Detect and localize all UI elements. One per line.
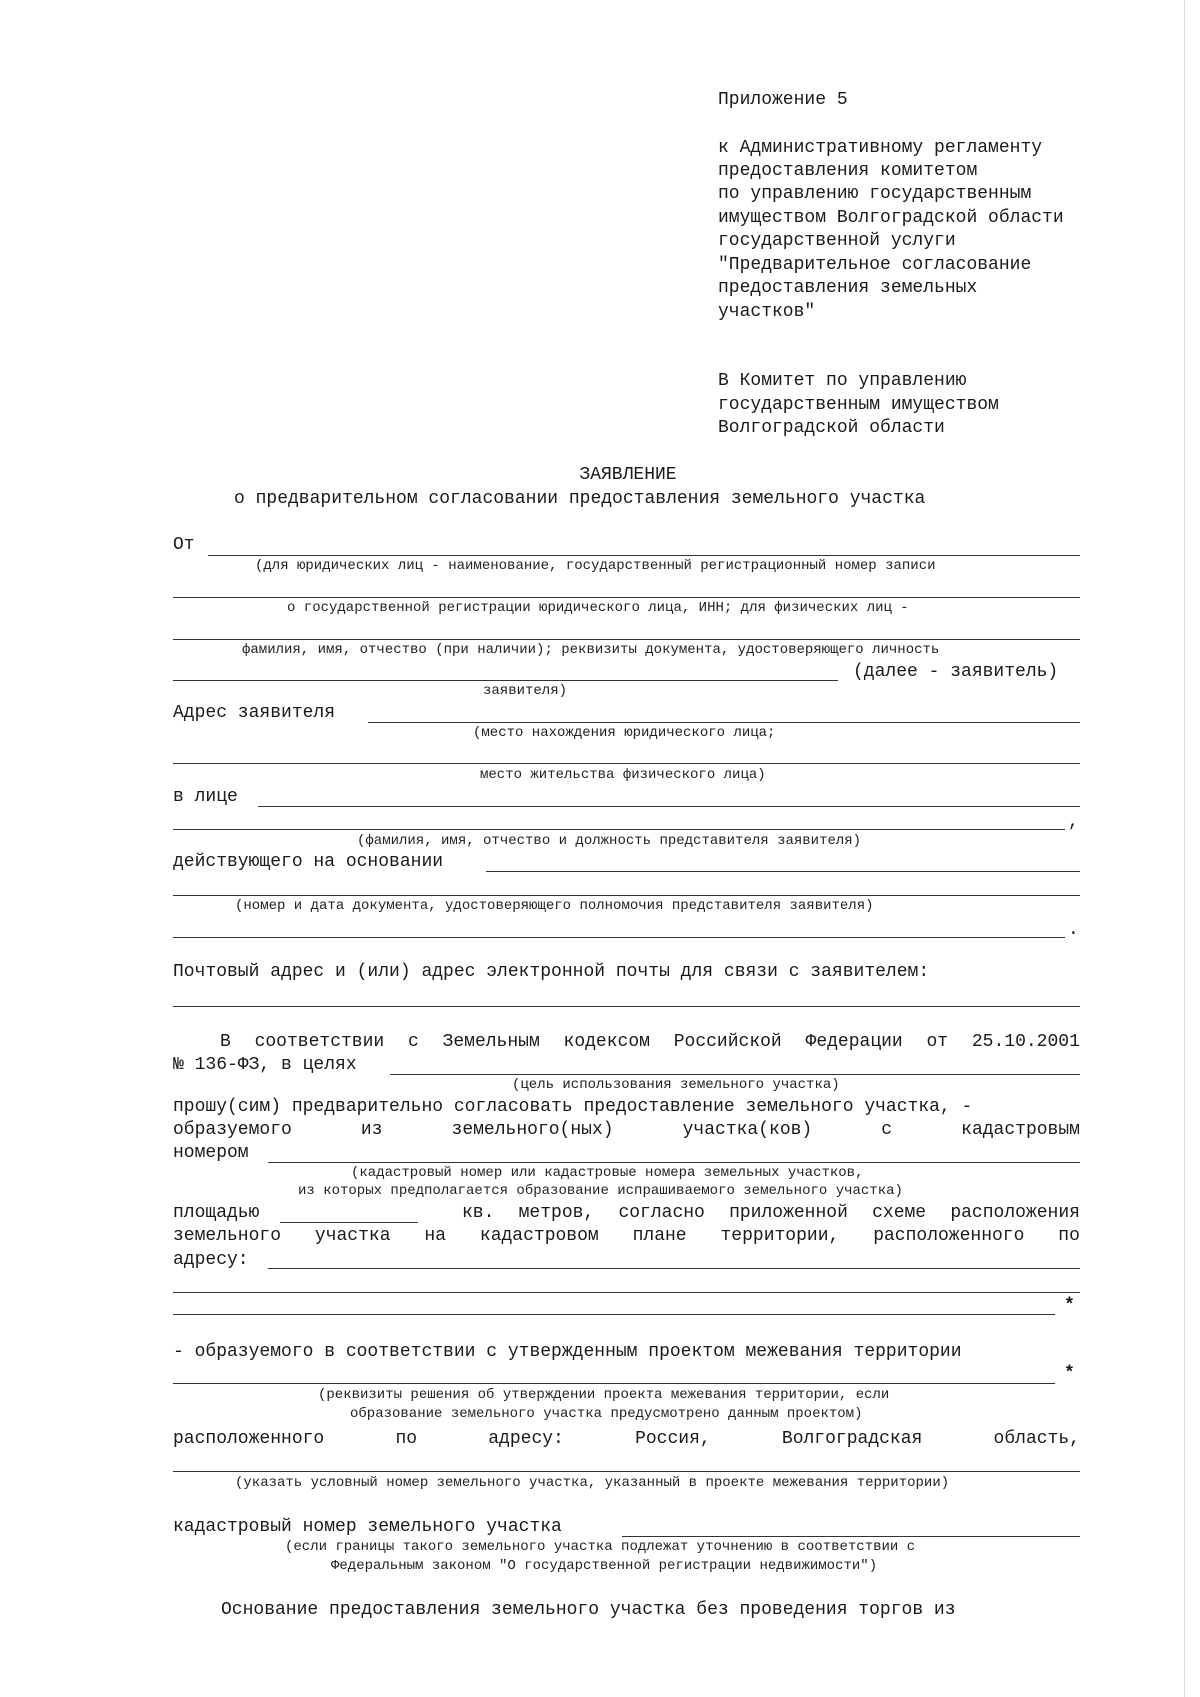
address-field-line[interactable] (173, 763, 1080, 764)
word: участка (314, 1226, 391, 1246)
from-field-line[interactable] (173, 597, 1080, 598)
word: участка(ков) (682, 1120, 813, 1140)
appendix-ref-line: участков" (718, 302, 816, 322)
appendix-ref-line: "Предварительное согласование (718, 255, 1032, 275)
word: земельного(ных) (451, 1120, 614, 1140)
basis-hint: (номер и дата документа, удостоверяющего полномочия представителя заявителя) (235, 898, 874, 914)
conditional-number-field-line[interactable] (173, 1471, 1080, 1472)
address-label: Адрес заявителя (173, 703, 336, 723)
survey-project-hint: образование земельного участка предусмотрено данным проектом) (350, 1406, 863, 1422)
asterisk: * (1064, 1364, 1075, 1384)
word: кв. (462, 1203, 495, 1223)
address-hint: место жительства физического лица) (480, 767, 766, 783)
addressee-line: Волгоградской области (718, 418, 945, 438)
word: расположения (950, 1203, 1080, 1223)
word: схеме (872, 1203, 927, 1223)
from-field-line[interactable] (173, 680, 838, 681)
appendix-ref-line: государственной услуги (718, 231, 956, 251)
word: приложенной (729, 1203, 848, 1223)
person-hint: (фамилия, имя, отчество и должность представителя заявителя) (357, 833, 862, 849)
word: от (926, 1032, 949, 1052)
area-field-line[interactable] (280, 1222, 418, 1223)
cadastral-number-hint: (если границы такого земельного участка подлежат уточнению в соответствии с (285, 1539, 916, 1555)
basis-field-line[interactable] (173, 895, 1080, 896)
appendix-ref-line: по управлению государственным (718, 184, 1032, 204)
word: земельного (173, 1226, 282, 1246)
conditional-number-hint: (указать условный номер земельного участка, указанный в проекте межевания территории) (235, 1475, 950, 1491)
cadastral-label: номером (173, 1143, 249, 1163)
word: расположенного (873, 1226, 1025, 1246)
page-edge (1184, 0, 1185, 1697)
word: Россия, (635, 1429, 711, 1449)
contact-field-line[interactable] (173, 1006, 1080, 1007)
paragraph-line (220, 1030, 1080, 1054)
word: 25.10.2001 (971, 1032, 1080, 1052)
word: на (424, 1226, 447, 1246)
addressee-line: В Комитет по управлению (718, 371, 967, 391)
appendix-ref-line: предоставления комитетом (718, 161, 978, 181)
applicant-hint: фамилия, имя, отчество (при наличии); реквизиты документа, удостоверяющего личность (242, 642, 940, 658)
appendix-ref-line: имуществом Волгоградской области (718, 208, 1064, 228)
paragraph-line (173, 1118, 1080, 1142)
appendix-ref-line: предоставления земельных (718, 278, 978, 298)
period: . (1068, 920, 1079, 940)
word: метров, (518, 1203, 595, 1223)
from-label: От (173, 535, 195, 555)
basis-field-line[interactable] (486, 871, 1080, 872)
person-field-line[interactable] (258, 806, 1080, 807)
word: расположенного (173, 1429, 325, 1449)
addressee-line: государственным имуществом (718, 395, 999, 415)
survey-project-hint: (реквизиты решения об утверждении проекта межевания территории, если (318, 1387, 890, 1403)
site-address-field-line[interactable] (173, 1292, 1080, 1293)
purpose-field-line[interactable] (390, 1074, 1080, 1075)
site-address-field-line[interactable] (173, 1314, 1055, 1315)
cadastral-field-line[interactable] (268, 1162, 1080, 1163)
paragraph-line: Основание предоставления земельного участка без проведения торгов из (221, 1600, 956, 1620)
purpose-hint: (цель использования земельного участка) (512, 1077, 840, 1093)
word: В (220, 1032, 231, 1052)
cadastral-number-field-line[interactable] (622, 1536, 1080, 1537)
word: адресу: (488, 1429, 564, 1449)
applicant-hint: (для юридических лиц - наименование, государственный регистрационный номер записи (255, 558, 936, 574)
appendix-ref-line: к Административному регламенту (718, 138, 1043, 158)
document-title: ЗАЯВЛЕНИЕ (579, 465, 677, 485)
word: соответствии (254, 1032, 385, 1052)
comma: , (1068, 812, 1079, 832)
word: согласно (618, 1203, 705, 1223)
from-field-line[interactable] (173, 639, 1080, 640)
cadastral-hint: (кадастровый номер или кадастровые номера земельных участков, (351, 1165, 864, 1181)
hereinafter-label: (далее - заявитель) (853, 662, 1059, 682)
site-address-field-line[interactable] (268, 1268, 1080, 1269)
document-subtitle: о предварительном согласовании предоставления земельного участка (234, 489, 926, 509)
word: по (1058, 1226, 1080, 1246)
paragraph-line: прошу(сим) предварительно согласовать предоставление земельного участка, - (173, 1097, 973, 1117)
paragraph-line (173, 1427, 1080, 1451)
person-field-line[interactable] (173, 829, 1065, 830)
survey-project-field-line[interactable] (173, 1383, 1055, 1384)
word: Федерации (805, 1032, 903, 1052)
from-field-line[interactable] (208, 555, 1080, 556)
person-label: в лице (173, 787, 238, 807)
word: область, (993, 1429, 1080, 1449)
purpose-label: № 136-ФЗ, в целях (173, 1055, 357, 1075)
applicant-hint: о государственной регистрации юридического лица, ИНН; для физических лиц - (287, 600, 909, 616)
paragraph-line (462, 1201, 1080, 1225)
paragraph-line (173, 1224, 1080, 1248)
word: Волгоградская (781, 1429, 923, 1449)
paragraph-line: - образуемого в соответствии с утвержденным проектом межевания территории (173, 1342, 962, 1362)
word: по (395, 1429, 418, 1449)
asterisk: * (1064, 1296, 1075, 1316)
word: с (881, 1120, 893, 1140)
word: из (360, 1120, 383, 1140)
address-label-2: адресу: (173, 1250, 249, 1270)
cadastral-number-hint: Федеральным законом "О государственной регистрации недвижимости") (331, 1558, 878, 1574)
word: Российской (673, 1032, 782, 1052)
basis-field-line[interactable] (173, 937, 1065, 938)
cadastral-hint: из которых предполагается образование испрашиваемого земельного участка) (298, 1183, 903, 1199)
word: Земельным (442, 1032, 540, 1052)
word: кадастровым (961, 1120, 1080, 1140)
appendix-title: Приложение 5 (718, 90, 848, 110)
area-label: площадью (173, 1203, 260, 1223)
word: кодексом (563, 1032, 650, 1052)
applicant-hint: заявителя) (483, 683, 568, 699)
cadastral-number-label: кадастровый номер земельного участка (173, 1517, 562, 1537)
word: образуемого (173, 1120, 292, 1140)
word: кадастровом (479, 1226, 599, 1246)
address-field-line[interactable] (368, 722, 1080, 723)
word: плане (632, 1226, 687, 1246)
address-hint: (место нахождения юридического лица; (473, 725, 776, 741)
word: с (407, 1032, 419, 1052)
contact-label: Почтовый адрес и (или) адрес электронной почты для связи с заявителем: (173, 962, 930, 982)
basis-label: действующего на основании (173, 852, 444, 872)
word: территории, (720, 1226, 840, 1246)
